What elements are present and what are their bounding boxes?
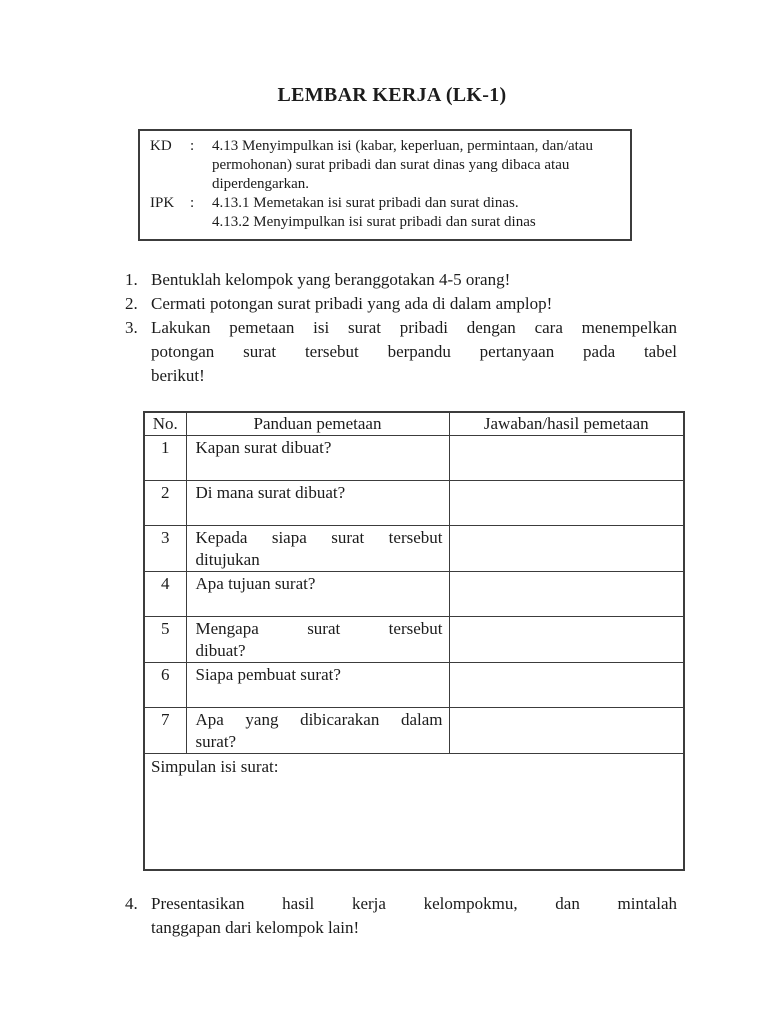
- header-answer: Jawaban/hasil pemetaan: [449, 412, 684, 436]
- row-number: 7: [144, 708, 186, 754]
- instruction-number: 1.: [125, 270, 138, 289]
- kd-text-line: permohonan) surat pribadi dan surat dinas yang dibaca atau: [212, 157, 570, 173]
- table-row: [144, 708, 684, 754]
- instruction-item-4: [125, 892, 677, 940]
- kd-text: [212, 137, 618, 194]
- question-cell: Apa tujuan surat?: [186, 572, 449, 617]
- row-number: 1: [144, 436, 186, 481]
- row-number: 2: [144, 481, 186, 526]
- ipk-row: [150, 194, 618, 232]
- ipk-colon: :: [190, 195, 195, 211]
- kd-text-line: 4.13 Menyimpulkan isi (kabar, keperluan, permintaan, dan/atau: [212, 138, 593, 154]
- kd-label: KD: [150, 138, 172, 154]
- instruction-number: 3.: [125, 318, 138, 337]
- answer-cell: [449, 436, 684, 481]
- answer-cell: [449, 572, 684, 617]
- answer-cell: [449, 481, 684, 526]
- instruction-number: 4.: [125, 893, 138, 913]
- question-cell: Di mana surat dibuat?: [186, 481, 449, 526]
- answer-cell: [449, 708, 684, 754]
- instruction-text: Bentuklah kelompok yang beranggotakan 4-5 orang!: [151, 270, 511, 289]
- header-no: No.: [144, 412, 186, 436]
- instruction-text: Cermati potongan surat pribadi yang ada di dalam amplop!: [151, 294, 553, 313]
- ipk-text: [212, 194, 618, 232]
- summary-cell: [144, 754, 684, 870]
- row-number: 3: [144, 526, 186, 572]
- row-number: 5: [144, 617, 186, 663]
- answer-cell: [449, 663, 684, 708]
- table-row: [144, 526, 684, 572]
- instruction-text: Presentasikan hasil kerja kelompokmu, dan mintalah tanggapan dari kelompok lain!: [151, 893, 677, 937]
- row-number: 4: [144, 572, 186, 617]
- instruction-number: 2.: [125, 294, 138, 313]
- kd-colon: :: [190, 138, 195, 154]
- instruction-item-2: [125, 292, 677, 316]
- instruction-item-1: [125, 268, 677, 292]
- instruction-list: [125, 268, 677, 388]
- instruction-item-3: [125, 316, 677, 388]
- kd-text-line: diperdengarkan.: [212, 176, 310, 192]
- question-cell: Kapan surat dibuat?: [186, 436, 449, 481]
- ipk-text-line: 4.13.1 Memetakan isi surat pribadi dan surat dinas.: [212, 195, 519, 211]
- table-row: [144, 663, 684, 708]
- question-cell: Siapa pembuat surat?: [186, 663, 449, 708]
- question-cell: Apa yang dibicarakan dalam surat?: [186, 708, 449, 754]
- kd-row: [150, 137, 618, 194]
- answer-cell: [449, 617, 684, 663]
- header-question: Panduan pemetaan: [186, 412, 449, 436]
- summary-row: [144, 754, 684, 870]
- table-header-row: [144, 412, 684, 436]
- ipk-text-line: 4.13.2 Menyimpulkan isi surat pribadi dan surat dinas: [212, 214, 536, 230]
- instruction-text: Lakukan pemetaan isi surat pribadi dengan cara menempelkan potongan surat tersebut berpandu pertanyaan pada tabel berikut!: [151, 318, 677, 385]
- kd-ipk-box: [138, 129, 632, 241]
- page-title: LEMBAR KERJA (LK-1): [277, 84, 507, 106]
- table-row: [144, 436, 684, 481]
- table-row: [144, 481, 684, 526]
- ipk-label: IPK: [150, 195, 175, 211]
- mapping-table: [143, 411, 685, 871]
- question-cell: Kepada siapa surat tersebut ditujukan: [186, 526, 449, 572]
- summary-label: Simpulan isi surat:: [151, 757, 279, 776]
- question-cell: Mengapa surat tersebut dibuat?: [186, 617, 449, 663]
- answer-cell: [449, 526, 684, 572]
- closing-instruction: [125, 892, 677, 940]
- row-number: 6: [144, 663, 186, 708]
- table-row: [144, 572, 684, 617]
- table-row: [144, 617, 684, 663]
